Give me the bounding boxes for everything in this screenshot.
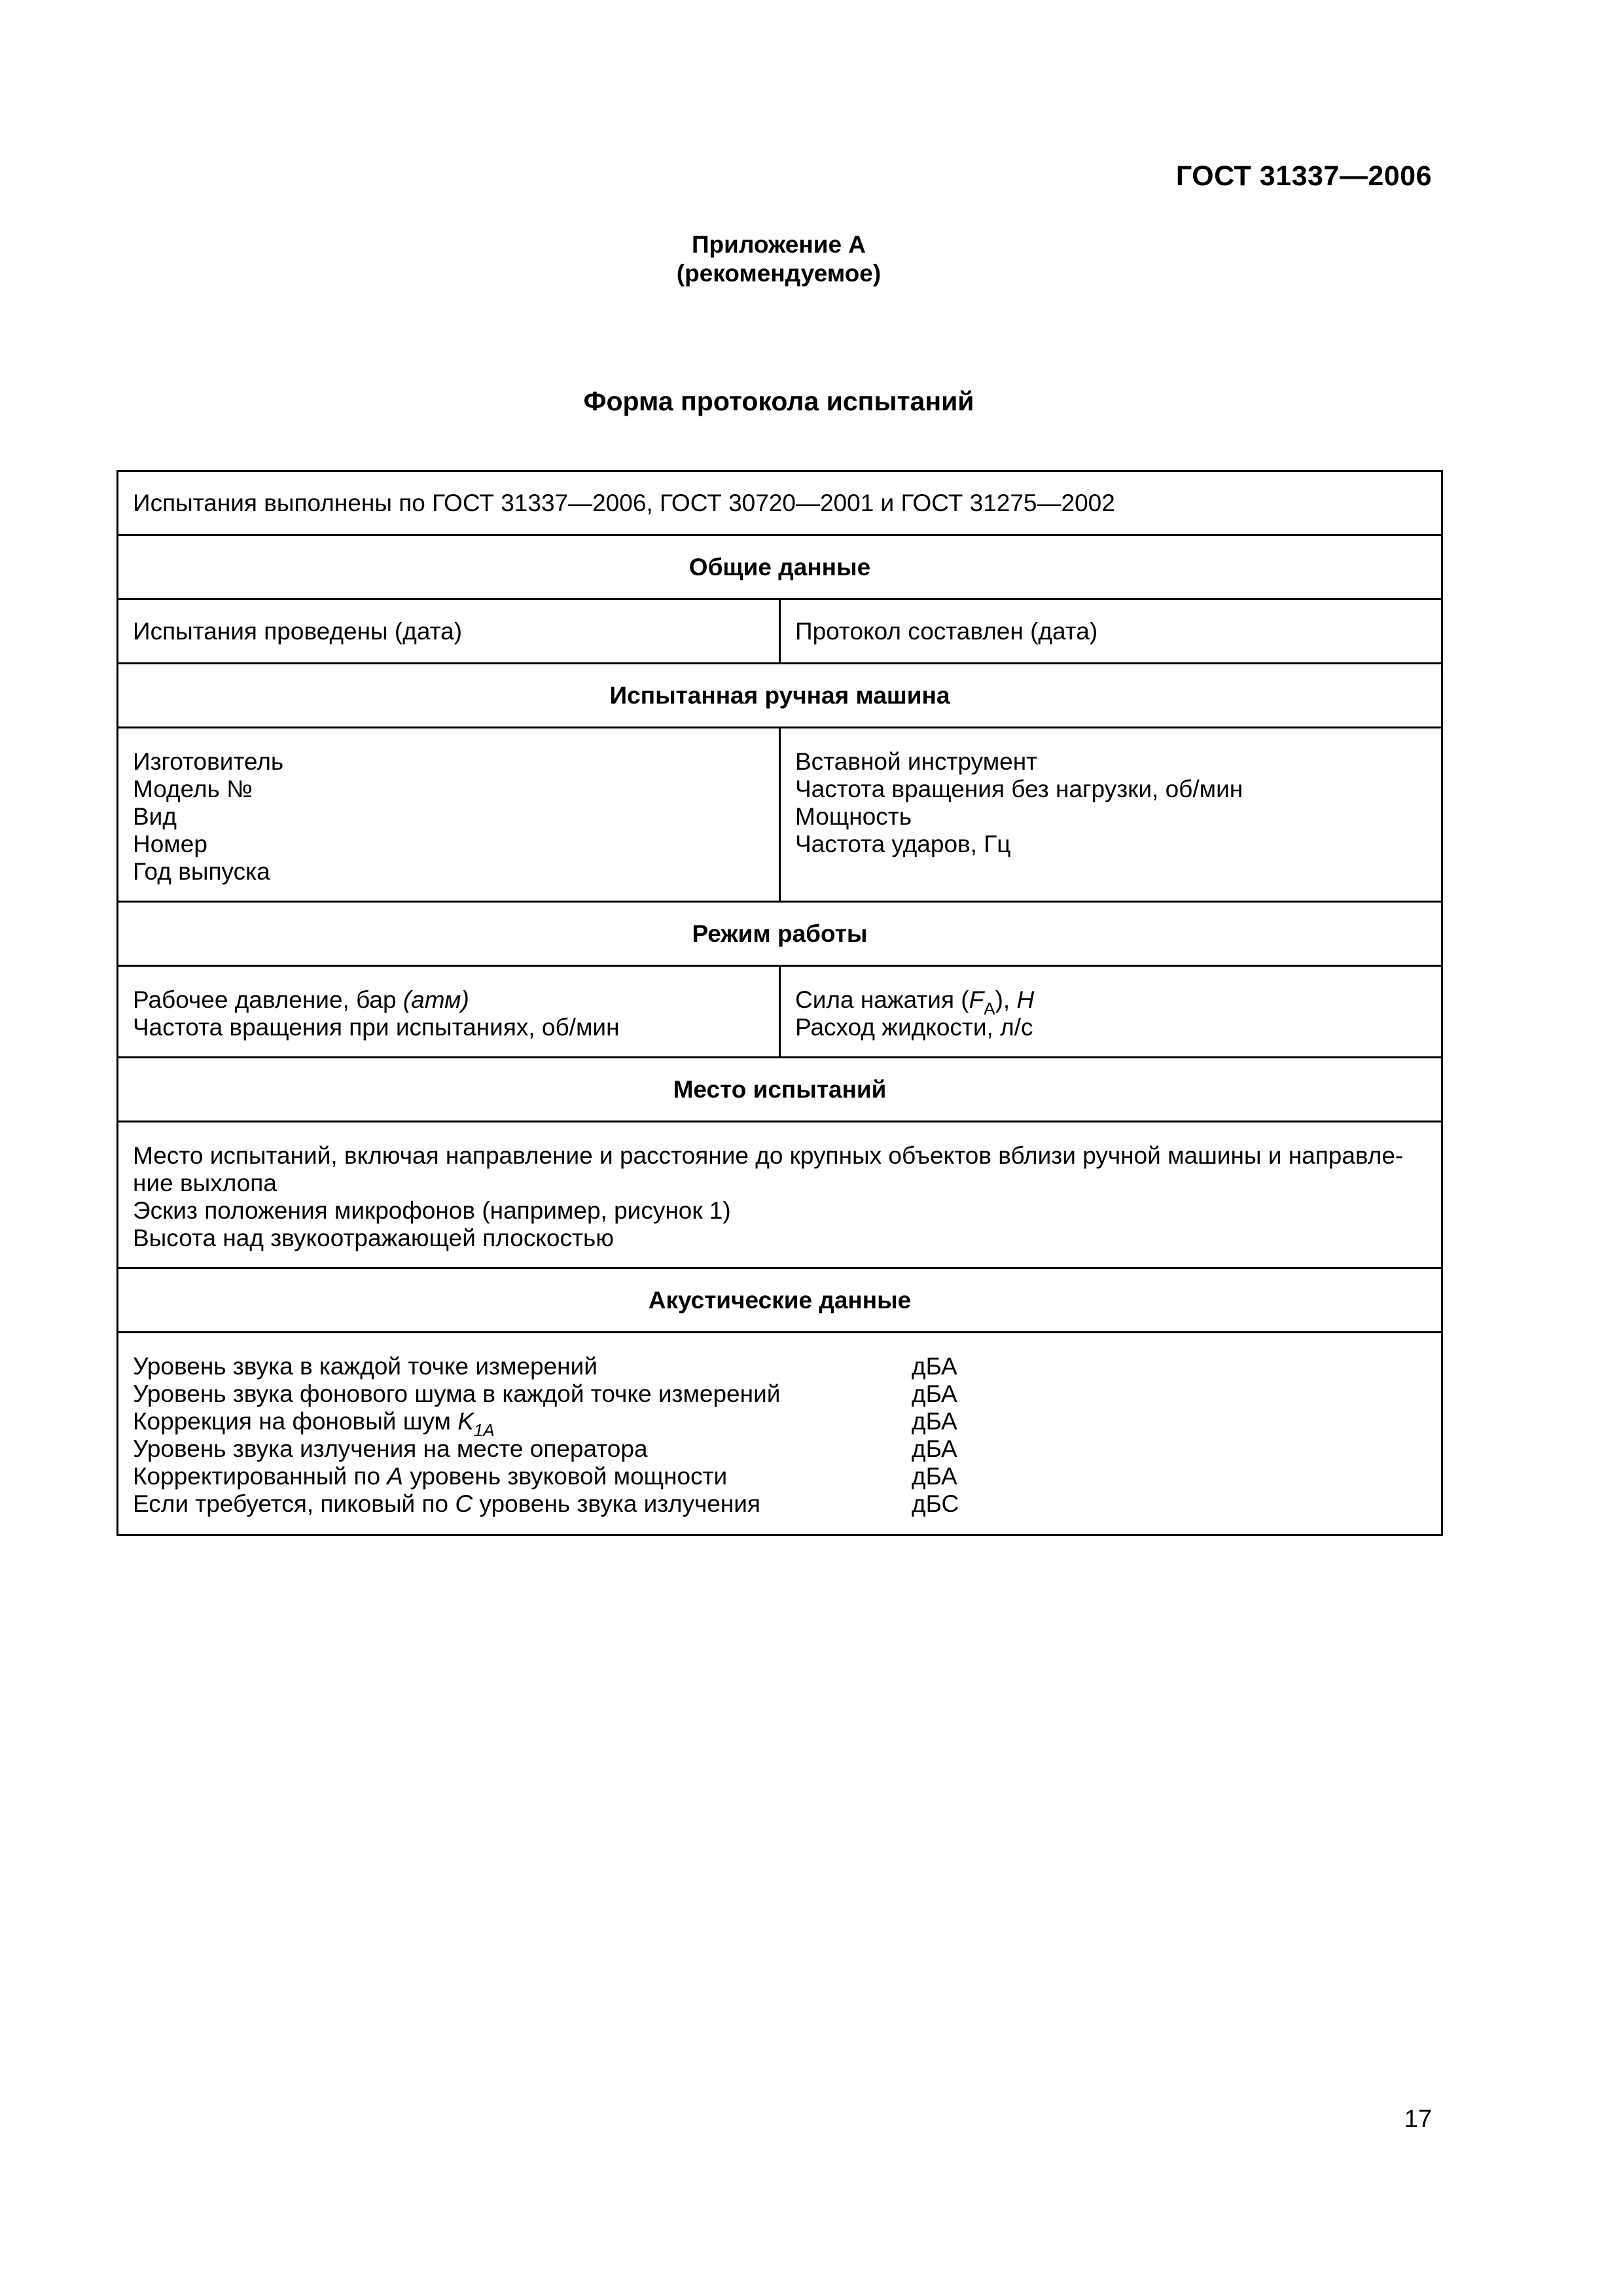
test-date-field: Испытания проведены (дата) bbox=[118, 600, 780, 664]
acoustic-row bbox=[133, 1408, 1427, 1440]
liquid-flow-field: Расход жидкости, л/с bbox=[795, 1014, 1033, 1041]
acoustic-label: Уровень звука излучения на месте оператора bbox=[133, 1435, 648, 1462]
standards-line: Испытания выполнены по ГОСТ 31337—2006, ГОСТ 30720—2001 и ГОСТ 31275—2002 bbox=[118, 471, 1442, 535]
mode-left-fields bbox=[118, 966, 780, 1058]
serial-number-field: Номер bbox=[133, 831, 207, 857]
acoustic-data-heading: Акустические данные bbox=[118, 1268, 1442, 1333]
appendix-status: (рекомендуемое) bbox=[676, 260, 882, 287]
machine-left-fields bbox=[118, 728, 780, 902]
acoustic-unit: дБА bbox=[912, 1353, 957, 1380]
site-description-continuation: ние выхлопа bbox=[133, 1170, 277, 1196]
acoustic-unit: дБС bbox=[912, 1490, 959, 1517]
acoustic-label: Если требуется, пиковый по C уровень звука излучения bbox=[133, 1490, 760, 1517]
acoustic-unit: дБА bbox=[912, 1435, 957, 1462]
power-field: Мощность bbox=[795, 803, 912, 830]
protocol-date-field: Протокол составлен (дата) bbox=[780, 600, 1442, 664]
protocol-table bbox=[116, 470, 1443, 1536]
model-field: Модель № bbox=[133, 776, 253, 802]
acoustic-row bbox=[133, 1380, 1427, 1408]
general-data-heading: Общие данные bbox=[118, 535, 1442, 600]
acoustic-row bbox=[133, 1490, 1427, 1518]
page-number: 17 bbox=[1404, 2106, 1432, 2133]
acoustic-row bbox=[133, 1435, 1427, 1463]
acoustic-label: Коррекция на фоновый шум $K_{1A}$ bbox=[133, 1408, 495, 1440]
test-site-heading: Место испытаний bbox=[118, 1058, 1442, 1122]
mode-right-fields bbox=[780, 966, 1442, 1058]
form-title: Форма протокола испытаний bbox=[583, 386, 974, 416]
site-description-field: Место испытаний, включая направление и расстояние до крупных объектов вблизи ручной машины и направле- bbox=[133, 1142, 1404, 1169]
microphone-sketch-field: Эскиз положения микрофонов (например, рисунок 1) bbox=[133, 1197, 731, 1224]
operating-mode-heading: Режим работы bbox=[118, 902, 1442, 966]
acoustic-unit: дБА bbox=[912, 1463, 957, 1490]
appendix-heading bbox=[0, 230, 1558, 288]
height-field: Высота над звукоотражающей плоскостью bbox=[133, 1225, 614, 1251]
idle-speed-field: Частота вращения без нагрузки, об/мин bbox=[795, 776, 1243, 802]
acoustic-unit: дБА bbox=[912, 1408, 957, 1435]
feed-force-field: Сила нажатия $(F_A)$, Н bbox=[795, 986, 1035, 1018]
machine-right-fields bbox=[780, 728, 1442, 902]
test-speed-field: Частота вращения при испытаниях, об/мин bbox=[133, 1014, 620, 1041]
acoustic-row bbox=[133, 1353, 1427, 1380]
insert-tool-field: Вставной инструмент bbox=[795, 748, 1038, 775]
year-field: Год выпуска bbox=[133, 858, 270, 885]
type-field: Вид bbox=[133, 803, 177, 830]
standard-code: ГОСТ 31337—2006 bbox=[1175, 160, 1432, 192]
acoustic-data-fields bbox=[118, 1333, 1442, 1535]
test-site-fields bbox=[118, 1122, 1442, 1268]
acoustic-row bbox=[133, 1463, 1427, 1490]
acoustic-unit: дБА bbox=[912, 1380, 957, 1407]
manufacturer-field: Изготовитель bbox=[133, 748, 284, 775]
acoustic-label: Уровень звука в каждой точке измерений bbox=[133, 1353, 597, 1380]
acoustic-label: Корректированный по A уровень звуковой мощности bbox=[133, 1463, 728, 1490]
working-pressure-field: Рабочее давление, бар (атм) bbox=[133, 986, 469, 1013]
acoustic-label: Уровень звука фонового шума в каждой точке измерений bbox=[133, 1380, 781, 1407]
machine-heading: Испытанная ручная машина bbox=[118, 664, 1442, 728]
appendix-title: Приложение А bbox=[691, 231, 866, 258]
impact-rate-field: Частота ударов, Гц bbox=[795, 831, 1011, 857]
